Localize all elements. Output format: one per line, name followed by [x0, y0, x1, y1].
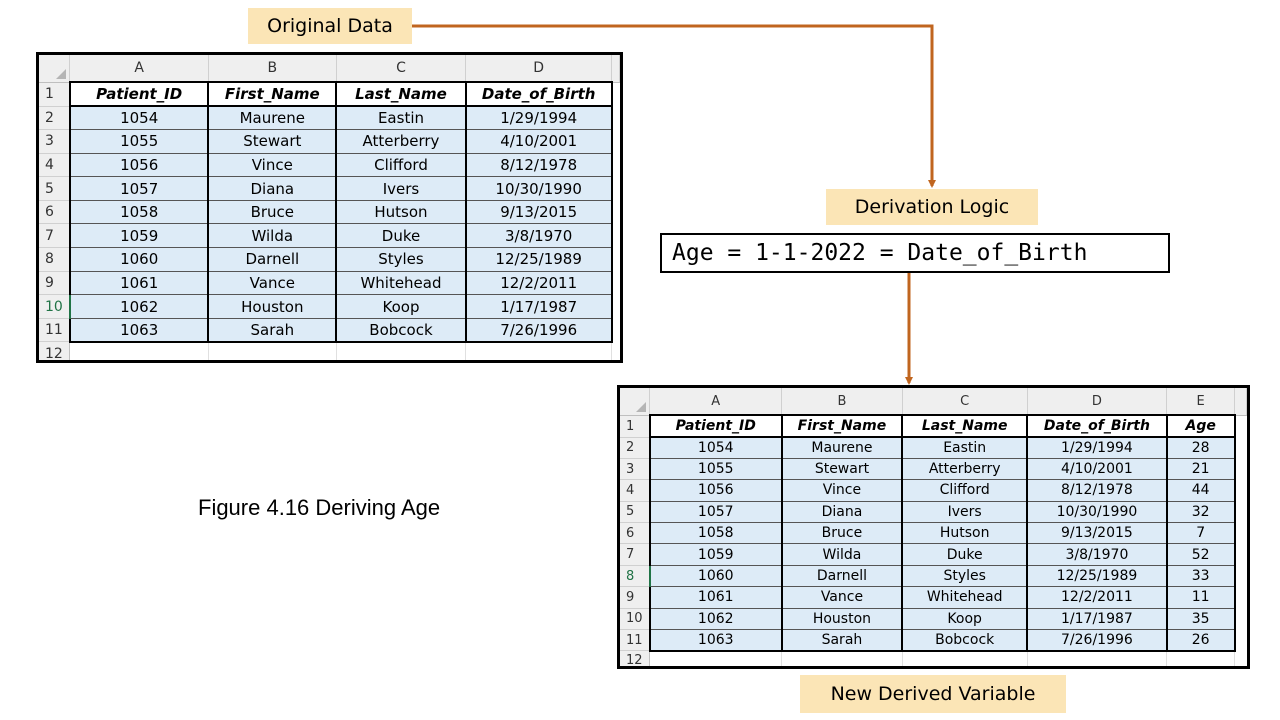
column-header-row — [620, 388, 1247, 415]
derivation-formula: Age = 1-1-2022 = Date_of_Birth — [660, 233, 1170, 273]
table-cell[interactable]: Darnell — [782, 565, 903, 586]
row-filler — [612, 200, 620, 224]
header-cell[interactable]: Date_of_Birth — [466, 82, 612, 106]
table-cell[interactable]: 4/10/2001 — [1027, 458, 1167, 479]
row-number[interactable]: 3 — [620, 458, 650, 479]
table-cell[interactable]: 7 — [1167, 523, 1235, 544]
table-row — [620, 544, 1247, 565]
table-cell[interactable]: 12/25/1989 — [466, 248, 612, 272]
table-row — [39, 295, 620, 319]
row-filler — [1235, 587, 1247, 608]
column-header[interactable]: E — [1167, 388, 1235, 415]
table-cell[interactable]: 1060 — [650, 565, 782, 586]
row-number[interactable]: 9 — [620, 587, 650, 608]
header-cell[interactable]: Patient_ID — [650, 415, 782, 437]
row-filler — [612, 106, 620, 130]
table-row — [39, 318, 620, 342]
table-cell[interactable]: 1061 — [650, 587, 782, 608]
table-cell[interactable]: Clifford — [336, 153, 466, 177]
derived-data-sheet — [617, 385, 1250, 669]
row-number[interactable]: 2 — [620, 437, 650, 458]
row-filler — [1235, 437, 1247, 458]
table-cell[interactable]: Duke — [902, 544, 1027, 565]
row-filler — [1235, 480, 1247, 501]
table-cell[interactable]: Wilda — [782, 544, 903, 565]
header-cell[interactable]: Age — [1167, 415, 1235, 437]
table-cell[interactable]: 1062 — [70, 295, 209, 319]
new-derived-variable-label: New Derived Variable — [800, 675, 1066, 713]
table-row — [620, 587, 1247, 608]
column-header[interactable]: A — [70, 55, 209, 82]
table-cell[interactable]: 1/17/1987 — [466, 295, 612, 319]
table-cell[interactable]: 7/26/1996 — [1027, 630, 1167, 651]
table-cell[interactable]: Koop — [902, 608, 1027, 629]
column-header[interactable]: B — [782, 388, 903, 415]
row-filler — [612, 248, 620, 272]
table-cell[interactable]: 1054 — [650, 437, 782, 458]
table-row — [620, 437, 1247, 458]
table-cell[interactable]: 1055 — [650, 458, 782, 479]
table-row — [39, 177, 620, 201]
table-cell[interactable]: Atterberry — [336, 130, 466, 154]
table-cell[interactable]: 44 — [1167, 480, 1235, 501]
row-number[interactable]: 12 — [620, 651, 650, 669]
original-data-label: Original Data — [248, 8, 412, 44]
table-cell[interactable]: Duke — [336, 224, 466, 248]
column-header[interactable]: D — [1027, 388, 1167, 415]
table-cell[interactable]: Ivers — [902, 501, 1027, 522]
row-number[interactable]: 6 — [39, 200, 70, 224]
table-row — [620, 501, 1247, 522]
table-cell[interactable]: 4/10/2001 — [466, 130, 612, 154]
row-filler — [1235, 415, 1247, 437]
row-filler — [1235, 565, 1247, 586]
row-filler — [612, 342, 620, 363]
row-filler — [1235, 630, 1247, 651]
table-cell[interactable]: Vance — [208, 271, 336, 295]
row-filler — [1235, 523, 1247, 544]
table-row — [39, 130, 620, 154]
row-number[interactable]: 9 — [39, 271, 70, 295]
table-row — [620, 480, 1247, 501]
empty-cell[interactable] — [70, 342, 209, 363]
row-number[interactable]: 4 — [39, 153, 70, 177]
derivation-logic-label: Derivation Logic — [826, 189, 1038, 225]
table-header-row — [620, 415, 1247, 437]
header-cell[interactable]: First_Name — [208, 82, 336, 106]
table-cell[interactable]: 7/26/1996 — [466, 318, 612, 342]
table-cell[interactable]: 8/12/1978 — [1027, 480, 1167, 501]
table-cell[interactable]: 1057 — [70, 177, 209, 201]
row-number[interactable]: 11 — [620, 630, 650, 651]
table-row — [620, 651, 1247, 669]
table-cell[interactable]: Whitehead — [902, 587, 1027, 608]
table-cell[interactable]: 1059 — [70, 224, 209, 248]
table-cell[interactable]: 1060 — [70, 248, 209, 272]
table-cell[interactable]: 35 — [1167, 608, 1235, 629]
table-cell[interactable]: 52 — [1167, 544, 1235, 565]
table-cell[interactable]: Diana — [782, 501, 903, 522]
figure-caption: Figure 4.16 Deriving Age — [198, 495, 441, 520]
table-cell[interactable]: Koop — [336, 295, 466, 319]
row-filler — [612, 271, 620, 295]
table-cell[interactable]: 28 — [1167, 437, 1235, 458]
row-number[interactable]: 5 — [39, 177, 70, 201]
header-cell[interactable]: First_Name — [782, 415, 903, 437]
table-cell[interactable]: 8/12/1978 — [466, 153, 612, 177]
empty-cell[interactable] — [1167, 651, 1235, 669]
original-data-sheet — [36, 52, 623, 363]
header-cell[interactable]: Last_Name — [902, 415, 1027, 437]
row-number[interactable]: 12 — [39, 342, 70, 363]
table-cell[interactable]: Styles — [336, 248, 466, 272]
column-header[interactable]: A — [650, 388, 782, 415]
table-cell[interactable]: 1061 — [70, 271, 209, 295]
column-header[interactable]: C — [902, 388, 1027, 415]
row-number[interactable]: 2 — [39, 106, 70, 130]
table-cell[interactable]: 12/25/1989 — [1027, 565, 1167, 586]
table-cell[interactable]: 3/8/1970 — [1027, 544, 1167, 565]
table-row — [620, 458, 1247, 479]
table-row — [39, 248, 620, 272]
table-cell[interactable]: Sarah — [208, 318, 336, 342]
table-cell[interactable]: 10/30/1990 — [1027, 501, 1167, 522]
table-row — [39, 342, 620, 363]
table-cell[interactable]: 1057 — [650, 501, 782, 522]
table-row — [620, 565, 1247, 586]
empty-cell[interactable] — [782, 651, 903, 669]
row-number[interactable]: 5 — [620, 501, 650, 522]
table-cell[interactable]: 1/29/1994 — [1027, 437, 1167, 458]
table-cell[interactable]: 1058 — [70, 200, 209, 224]
table-cell[interactable]: 1055 — [70, 130, 209, 154]
row-number[interactable]: 11 — [39, 318, 70, 342]
table-cell[interactable]: Maurene — [208, 106, 336, 130]
row-number[interactable]: 10 — [39, 295, 70, 319]
table-cell[interactable]: Darnell — [208, 248, 336, 272]
row-number[interactable]: 6 — [620, 523, 650, 544]
table-cell[interactable]: Vince — [782, 480, 903, 501]
table-row — [620, 608, 1247, 629]
table-cell[interactable]: 1054 — [70, 106, 209, 130]
table-cell[interactable]: Ivers — [336, 177, 466, 201]
row-filler — [1235, 544, 1247, 565]
row-number[interactable]: 8 — [620, 565, 650, 586]
row-number[interactable]: 7 — [620, 544, 650, 565]
column-header-filler — [612, 55, 620, 82]
table-cell[interactable]: Hutson — [902, 523, 1027, 544]
table-cell[interactable]: 1058 — [650, 523, 782, 544]
table-row — [39, 224, 620, 248]
row-filler — [612, 295, 620, 319]
table-cell[interactable]: 1063 — [70, 318, 209, 342]
column-header[interactable]: C — [336, 55, 466, 82]
empty-cell[interactable] — [1027, 651, 1167, 669]
table-row — [39, 153, 620, 177]
table-cell[interactable]: Maurene — [782, 437, 903, 458]
row-filler — [612, 224, 620, 248]
table-cell[interactable]: 11 — [1167, 587, 1235, 608]
original-data-table — [39, 55, 620, 363]
table-cell[interactable]: 10/30/1990 — [466, 177, 612, 201]
select-all-corner[interactable] — [620, 388, 650, 415]
table-cell[interactable]: Sarah — [782, 630, 903, 651]
table-cell[interactable]: Hutson — [336, 200, 466, 224]
table-cell[interactable]: Styles — [902, 565, 1027, 586]
row-number[interactable]: 3 — [39, 130, 70, 154]
table-cell[interactable]: Houston — [208, 295, 336, 319]
table-cell[interactable]: Atterberry — [902, 458, 1027, 479]
row-number[interactable]: 7 — [39, 224, 70, 248]
table-cell[interactable]: Stewart — [208, 130, 336, 154]
table-cell[interactable]: Vance — [782, 587, 903, 608]
row-filler — [1235, 458, 1247, 479]
derived-data-table — [620, 388, 1247, 669]
table-row — [39, 271, 620, 295]
empty-cell[interactable] — [208, 342, 336, 363]
table-cell[interactable]: Eastin — [902, 437, 1027, 458]
row-filler — [1235, 651, 1247, 669]
table-cell[interactable]: 33 — [1167, 565, 1235, 586]
table-cell[interactable]: 9/13/2015 — [466, 200, 612, 224]
column-header-row — [39, 55, 620, 82]
row-number[interactable]: 1 — [620, 415, 650, 437]
header-cell[interactable]: Patient_ID — [70, 82, 209, 106]
table-cell[interactable]: Diana — [208, 177, 336, 201]
table-cell[interactable]: Whitehead — [336, 271, 466, 295]
table-cell[interactable]: Bruce — [782, 523, 903, 544]
header-cell[interactable]: Date_of_Birth — [1027, 415, 1167, 437]
table-cell[interactable]: Wilda — [208, 224, 336, 248]
table-cell[interactable]: Bobcock — [336, 318, 466, 342]
table-row — [620, 630, 1247, 651]
table-cell[interactable]: Stewart — [782, 458, 903, 479]
empty-cell[interactable] — [336, 342, 466, 363]
row-filler — [612, 130, 620, 154]
table-cell[interactable]: 32 — [1167, 501, 1235, 522]
table-cell[interactable]: 1062 — [650, 608, 782, 629]
table-cell[interactable]: 1059 — [650, 544, 782, 565]
row-number[interactable]: 4 — [620, 480, 650, 501]
row-number[interactable]: 1 — [39, 82, 70, 106]
table-cell[interactable]: 1/29/1994 — [466, 106, 612, 130]
table-cell[interactable]: 12/2/2011 — [1027, 587, 1167, 608]
table-cell[interactable]: 12/2/2011 — [466, 271, 612, 295]
row-filler — [612, 177, 620, 201]
row-filler — [612, 153, 620, 177]
table-cell[interactable]: Eastin — [336, 106, 466, 130]
table-cell[interactable]: 1056 — [650, 480, 782, 501]
column-header[interactable]: D — [466, 55, 612, 82]
header-cell[interactable]: Last_Name — [336, 82, 466, 106]
table-cell[interactable]: Vince — [208, 153, 336, 177]
table-row — [39, 106, 620, 130]
table-cell[interactable]: Houston — [782, 608, 903, 629]
select-all-corner[interactable] — [39, 55, 70, 82]
table-header-row — [39, 82, 620, 106]
row-filler — [1235, 501, 1247, 522]
row-filler — [612, 82, 620, 106]
row-filler — [1235, 608, 1247, 629]
table-row — [620, 523, 1247, 544]
table-cell[interactable]: Bruce — [208, 200, 336, 224]
table-cell[interactable]: 9/13/2015 — [1027, 523, 1167, 544]
table-cell[interactable]: Bobcock — [902, 630, 1027, 651]
empty-cell[interactable] — [650, 651, 782, 669]
table-cell[interactable]: 1/17/1987 — [1027, 608, 1167, 629]
table-cell[interactable]: 1056 — [70, 153, 209, 177]
table-cell[interactable]: Clifford — [902, 480, 1027, 501]
row-number[interactable]: 10 — [620, 608, 650, 629]
table-row — [39, 200, 620, 224]
column-header[interactable]: B — [208, 55, 336, 82]
empty-cell[interactable] — [466, 342, 612, 363]
table-cell[interactable]: 26 — [1167, 630, 1235, 651]
table-cell[interactable]: 1063 — [650, 630, 782, 651]
empty-cell[interactable] — [902, 651, 1027, 669]
table-cell[interactable]: 21 — [1167, 458, 1235, 479]
table-cell[interactable]: 3/8/1970 — [466, 224, 612, 248]
row-filler — [612, 318, 620, 342]
row-number[interactable]: 8 — [39, 248, 70, 272]
column-header-filler — [1235, 388, 1247, 415]
